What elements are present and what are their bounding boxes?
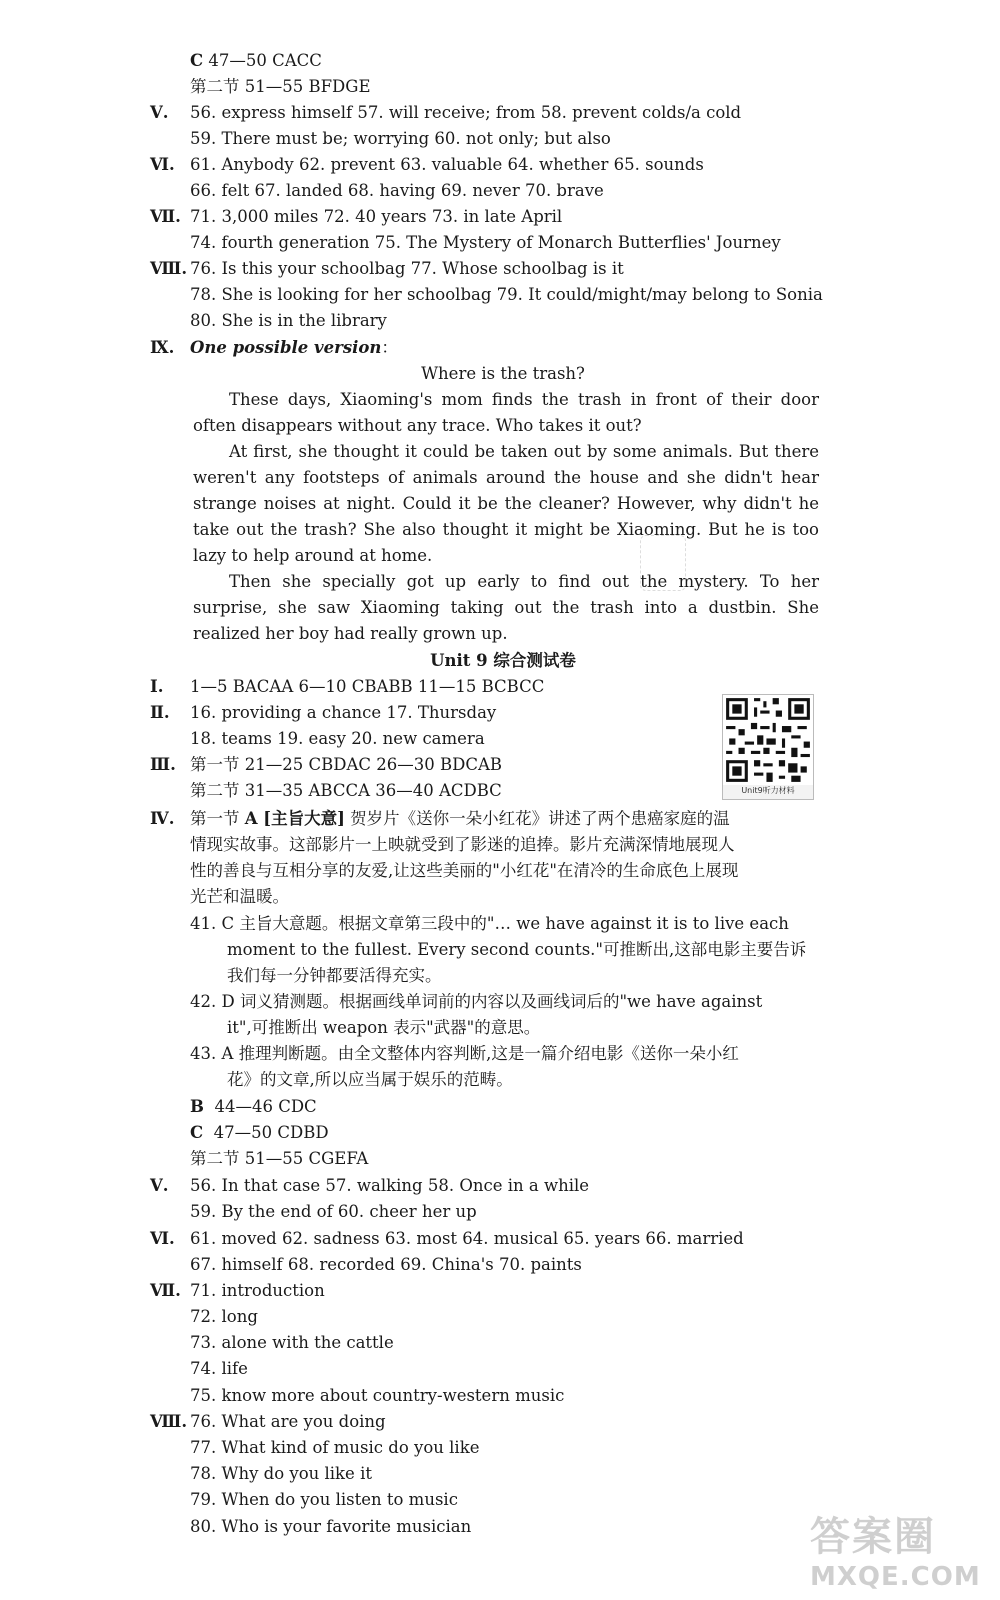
unit-heading: Unit 9 综合测试卷 (430, 651, 576, 670)
writing-label: One possible version： (190, 338, 398, 357)
section-number: Ⅷ. (150, 259, 188, 278)
answer-line: 18. teams 19. easy 20. new camera (190, 729, 485, 748)
explanation-line: moment to the fullest. Every second counts."可推断出,这部电影主要告诉 (227, 940, 807, 959)
explanation-line: 43. A 推理判断题。由全文整体内容判断,这是一篇介绍电影《送你一朵小红 (190, 1044, 739, 1063)
answer-line: C 47—50 CACC (190, 51, 322, 70)
watermark-logo: 答案圈 (810, 1514, 936, 1560)
section-number: Ⅶ. (150, 207, 181, 226)
qr-code[interactable] (722, 694, 814, 800)
answer-line: 56. In that case 57. walking 58. Once in a while (190, 1176, 590, 1195)
watermark-url: MXQE.COM (810, 1562, 981, 1592)
explanation-line: 花》的文章,所以应当属于娱乐的范畴。 (227, 1070, 513, 1089)
watermark (810, 1505, 985, 1595)
answer-line: 59. There must be; worrying 60. not only; but also (190, 129, 611, 148)
answer-line: 80. Who is your favorite musician (190, 1517, 472, 1536)
answer-line: 71. 3,000 miles 72. 40 years 73. in late April (190, 207, 563, 226)
answer-line: 56. express himself 57. will receive; from 58. prevent colds/a cold (190, 103, 742, 122)
section-number: Ⅷ. (150, 1412, 188, 1431)
essay-title: Where is the trash? (421, 364, 585, 383)
section-number: Ⅴ. (150, 103, 169, 122)
explanation-line: 42. D 词义猜测题。根据画线单词前的内容以及画线词后的"we have against (190, 992, 763, 1011)
answer-line: 76. Is this your schoolbag 77. Whose schoolbag is it (190, 259, 624, 278)
answer-line: 78. Why do you like it (190, 1464, 372, 1483)
answer-line: 73. alone with the cattle (190, 1333, 394, 1352)
section-number: Ⅸ. (150, 338, 175, 357)
essay-paragraph: These days, Xiaoming's mom finds the trash in front of their door often disappears without any trace. Who takes it out? (193, 390, 819, 435)
explanation-line: 我们每一分钟都要活得充实。 (227, 966, 442, 985)
answer-line: 66. felt 67. landed 68. having 69. never 70. brave (190, 181, 604, 200)
answer-line: 71. introduction (190, 1281, 325, 1300)
answer-line: 16. providing a chance 17. Thursday (190, 703, 497, 722)
answer-line: 第二节 31—35 ABCCA 36—40 ACDBC (190, 781, 502, 800)
summary-line: 性的善良与互相分享的友爱,让这些美丽的"小红花"在清冷的生命底色上展现 (190, 861, 739, 880)
summary-line: 情现实故事。这部影片一上映就受到了影迷的追捧。影片充满深情地展现人 (190, 835, 735, 854)
summary-line: 光芒和温暖。 (190, 887, 289, 906)
section-number: Ⅵ. (150, 1229, 175, 1248)
answer-line: 第一节 21—25 CBDAC 26—30 BDCAB (190, 755, 503, 774)
explanation-line: it",可推断出 weapon 表示"武器"的意思。 (227, 1018, 541, 1037)
answer-line: 75. know more about country-western music (190, 1386, 565, 1405)
qr-code-icon (723, 695, 813, 785)
answer-line: 72. long (190, 1307, 258, 1326)
answer-line: C 47—50 CDBD (190, 1123, 329, 1142)
section-number: Ⅲ. (150, 755, 176, 774)
section-number: Ⅳ. (150, 809, 175, 828)
section-number: Ⅵ. (150, 155, 175, 174)
essay-paragraph: Then she specially got up early to find out the mystery. To her surprise, she saw Xiaoming taking out the trash into a dustbin. She realized her boy had really grown up. (193, 572, 819, 643)
answer-line: 61. moved 62. sadness 63. most 64. musical 65. years 66. married (190, 1229, 744, 1248)
answer-line: 61. Anybody 62. prevent 63. valuable 64. whether 65. sounds (190, 155, 704, 174)
section-number: Ⅱ. (150, 703, 170, 722)
answer-line: 59. By the end of 60. cheer her up (190, 1202, 477, 1221)
essay-paragraph: At first, she thought it could be taken out by some animals. But there weren't any footsteps of animals around the house and she didn't hear strange noises at night. Could it be the cleaner? However, why didn't he take out the trash? She also thought it might be Xiaoming. But he is too lazy to help around at home. (193, 442, 819, 565)
answer-line: 第二节 51—55 BFDGE (190, 77, 371, 96)
answer-line: 78. She is looking for her schoolbag 79. It could/might/may belong to Sonia (190, 285, 823, 304)
answer-line: 80. She is in the library (190, 311, 387, 330)
stamp-mark (640, 535, 686, 591)
section-number: Ⅴ. (150, 1176, 169, 1195)
reading-heading: 第一节 A [主旨大意] 贺岁片《送你一朵小红花》讲述了两个患癌家庭的温 (190, 809, 730, 828)
answer-line: 74. fourth generation 75. The Mystery of Monarch Butterflies' Journey (190, 233, 781, 252)
answer-line: 第二节 51—55 CGEFA (190, 1149, 369, 1168)
answer-line: 77. What kind of music do you like (190, 1438, 480, 1457)
explanation-line: 41. C 主旨大意题。根据文章第三段中的"… we have against it is to live each (190, 914, 789, 933)
answer-line: 67. himself 68. recorded 69. China's 70. paints (190, 1255, 582, 1274)
answer-line: 74. life (190, 1359, 248, 1378)
answer-line: 76. What are you doing (190, 1412, 386, 1431)
answer-line: B 44—46 CDC (190, 1097, 317, 1116)
section-number: Ⅰ. (150, 677, 164, 696)
qr-caption: Unit9听力材料 (741, 786, 795, 795)
answer-line: 79. When do you listen to music (190, 1490, 458, 1509)
answer-line: 1—5 BACAA 6—10 CBABB 11—15 BCBCC (190, 677, 545, 696)
section-number: Ⅶ. (150, 1281, 181, 1300)
